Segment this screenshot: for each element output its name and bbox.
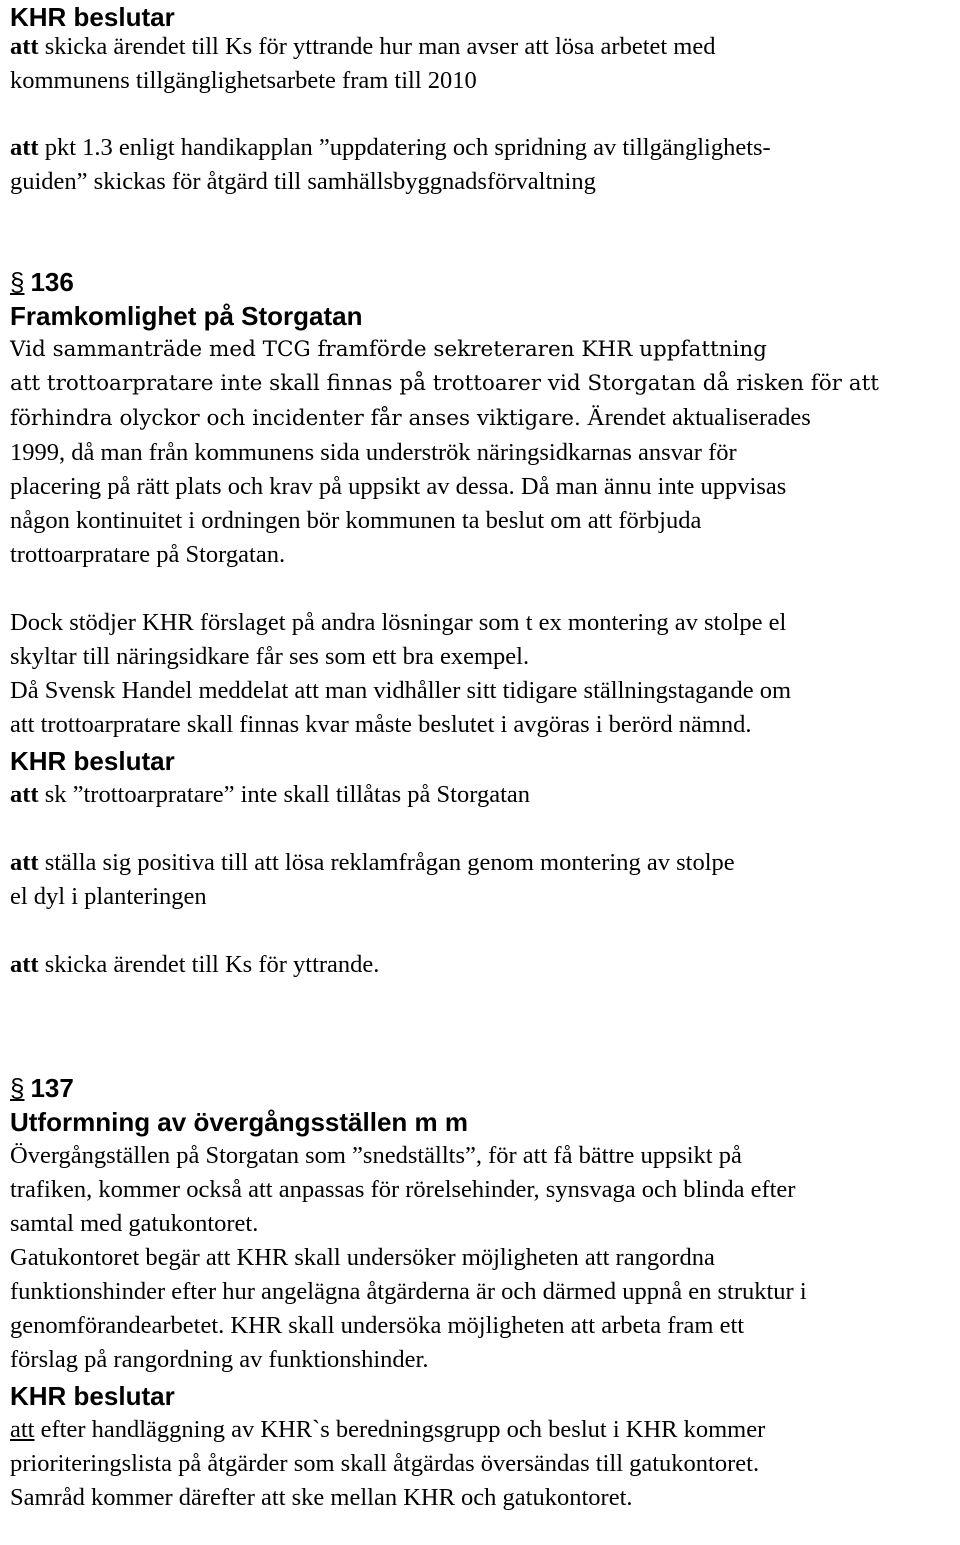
text-line: samtal med gatukontoret. [10,1210,259,1237]
text-line: Vid sammanträde med TCG framförde sekreteraren KHR uppfattning [10,337,767,362]
section-number [10,1071,955,1105]
paragraph [10,333,955,436]
text-line: att trottoarpratare inte skall finnas på trottoarer vid Storgatan då risken för att [10,371,879,396]
section-title: Framkomlighet på Storgatan [10,301,363,331]
text-line: Ärendet aktualiserades [580,404,811,431]
section-sign: § [10,1073,25,1103]
decision-block-1 [10,0,771,199]
decision-text: el dyl i planteringen [10,883,207,910]
paragraph [10,436,955,572]
text-line: Gatukontoret begär att KHR skall undersöker möjligheten att rangordna [10,1244,715,1271]
text-line: placering på rätt plats och krav på uppsikt av dessa. Då man ännu inte uppvisas [10,473,787,500]
text-line: trafiken, kommer också att anpassas för rörelsehinder, synsvaga och blinda efter [10,1176,796,1203]
text-line: Då Svensk Handel meddelat att man vidhåller sitt tidigare ställningstagande om [10,677,792,704]
decision-text: sk ”trottoarpratare” inte skall tillåtas på Storgatan [38,781,531,808]
section-sign: § [10,267,25,297]
text-line: någon kontinuitet i ordningen bör kommunen ta beslut om att förbjuda [10,507,702,534]
section-137 [10,1071,955,1515]
att-keyword: att [10,1416,35,1443]
text-line: förhindra olyckor och incidenter får anses viktigare. [10,406,581,431]
decision-heading: KHR beslutar [10,1381,175,1411]
text-line: förslag på rangordning av funktionshinder. [10,1346,429,1373]
decision-item [10,778,955,812]
decision-item [10,948,955,982]
decision-text: ställa sig positiva till att lösa reklamfrågan genom montering av stolpe [38,849,735,876]
att-keyword: att [10,781,39,808]
text-line: att trottoarpratare skall finnas kvar måste beslutet i avgöras i berörd nämnd. [10,711,752,738]
text-line: Övergångställen på Storgatan som ”snedställts”, för att få bättre uppsikt på [10,1142,742,1169]
section-number [10,265,955,299]
att-keyword: att [10,134,39,161]
decision-text: skicka ärendet till Ks för yttrande hur man avser att lösa arbetet med [38,33,716,60]
decision-item [10,846,955,914]
section-title: Utformning av övergångsställen m m [10,1107,468,1137]
decision-item [10,131,771,199]
decision-text: prioriteringslista på åtgärder som skall åtgärdas översändas till gatukontoret. [10,1450,760,1477]
decision-text: Samråd kommer därefter att ske mellan KHR och gatukontoret. [10,1484,633,1511]
text-line: genomförandearbetet. KHR skall undersöka möjligheten att arbeta fram ett [10,1312,745,1339]
decision-text: kommunens tillgänglighetsarbete fram till 2010 [10,67,477,94]
decision-text: efter handläggning av KHR`s beredningsgrupp och beslut i KHR kommer [34,1416,766,1443]
paragraph [10,606,955,742]
att-keyword: att [10,33,39,60]
paragraph [10,1139,955,1377]
decision-heading: KHR beslutar [10,2,175,32]
att-keyword: att [10,849,39,876]
decision-item [10,1413,955,1515]
text-line: trottoarpratare på Storgatan. [10,541,286,568]
decision-text: skicka ärendet till Ks för yttrande. [38,951,380,978]
decision-item [10,30,771,98]
att-keyword: att [10,951,39,978]
text-line: funktionshinder efter hur angelägna åtgärderna är och därmed uppnå en struktur i [10,1278,807,1305]
decision-heading: KHR beslutar [10,746,175,776]
section-number-value: 137 [30,1073,74,1103]
text-line: skyltar till näringsidkare får ses som ett bra exempel. [10,643,530,670]
section-136 [10,265,955,982]
decision-text: guiden” skickas för åtgärd till samhällsbyggnadsförvaltning [10,168,596,195]
decision-text: pkt 1.3 enligt handikapplan ”uppdatering och spridning av tillgänglighets- [38,134,771,161]
text-line: Dock stödjer KHR förslaget på andra lösningar som t ex montering av stolpe el [10,609,787,636]
section-number-value: 136 [30,267,74,297]
text-line: 1999, då man från kommunens sida underströk näringsidkarnas ansvar för [10,439,737,466]
